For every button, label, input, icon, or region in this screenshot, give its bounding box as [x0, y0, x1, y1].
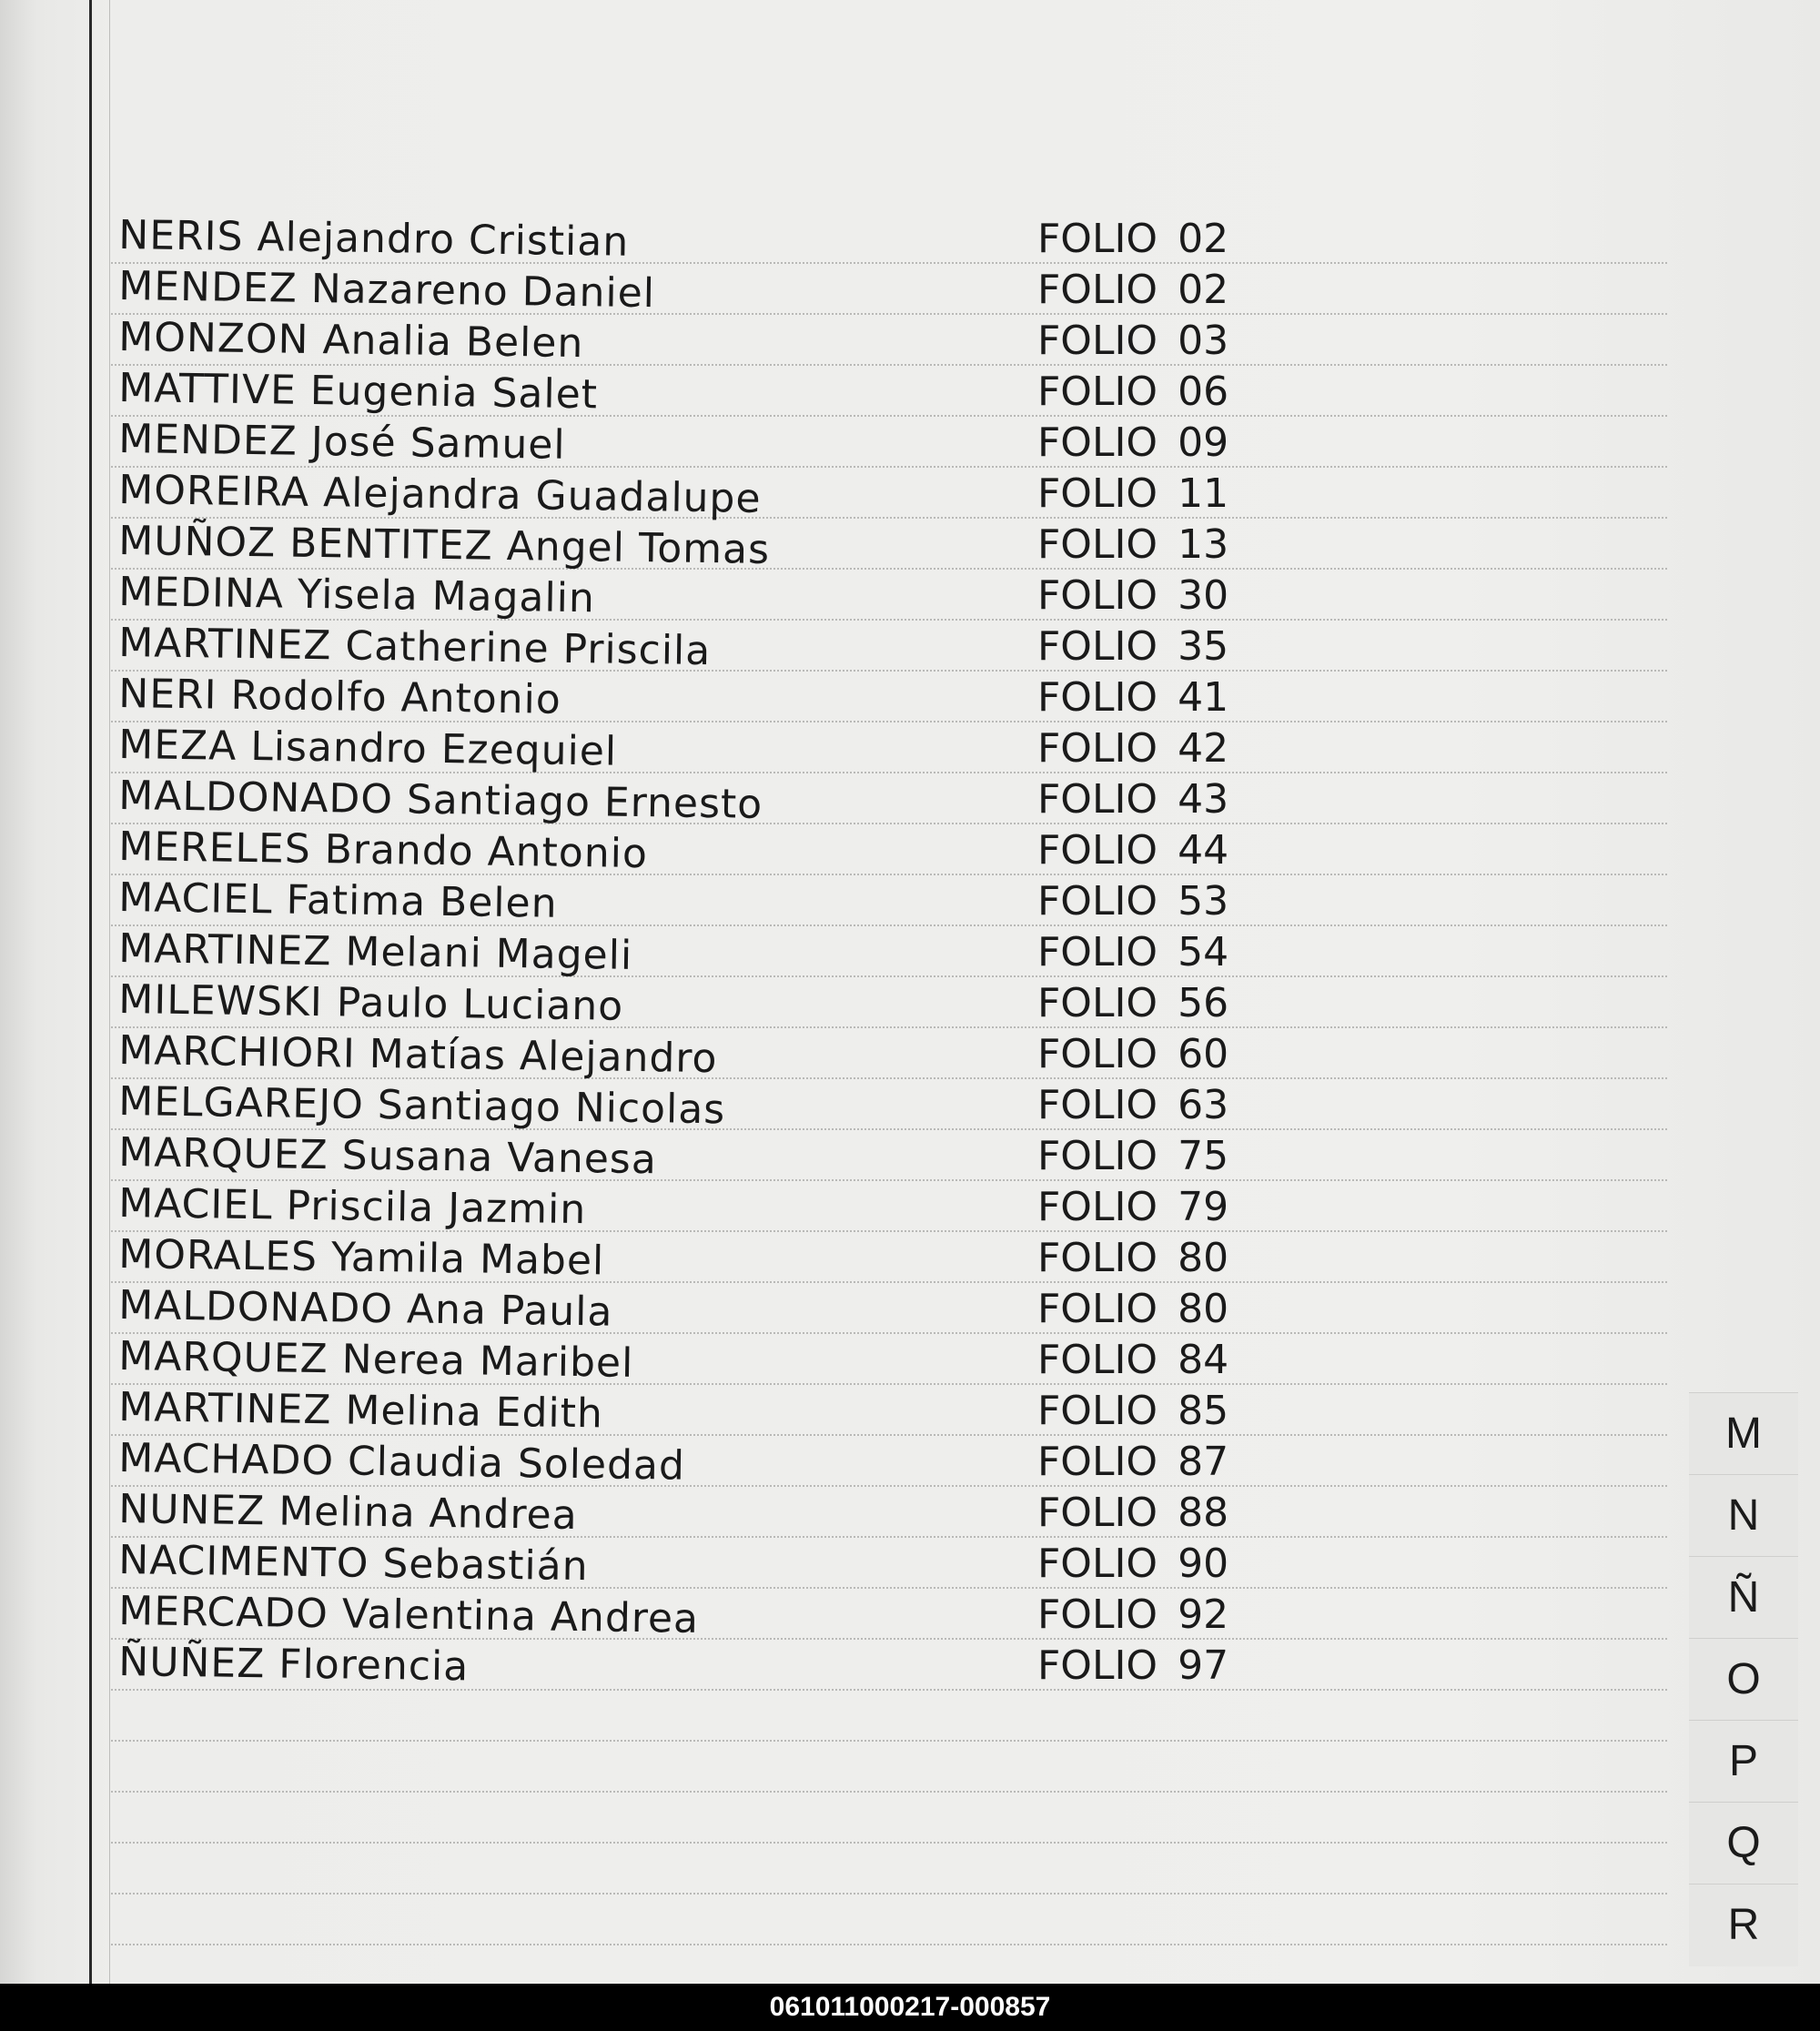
student-name: NERIS Alejandro Cristian [118, 212, 630, 266]
folio-number: 41 [1178, 674, 1229, 721]
folio-label: FOLIO [1037, 521, 1158, 568]
folio-ref [1037, 572, 1228, 619]
list-item [118, 1536, 1301, 1591]
folio-number: 30 [1178, 572, 1229, 619]
student-name: MARQUEZ Nerea Maribel [118, 1333, 634, 1387]
folio-number: 03 [1178, 318, 1229, 364]
folio-number: 85 [1178, 1388, 1229, 1434]
list-item [118, 670, 1301, 721]
folio-label: FOLIO [1037, 419, 1158, 466]
folio-number: 42 [1178, 725, 1229, 772]
list-item [118, 415, 1301, 469]
folio-number: 43 [1178, 776, 1229, 823]
list-item [118, 1230, 1301, 1285]
student-name: MERELES Brando Antonio [118, 824, 649, 878]
list-item [118, 1332, 1301, 1387]
student-name: MORALES Yamila Mabel [118, 1231, 605, 1285]
student-name: NUNEZ Melina Andrea [118, 1486, 579, 1540]
folio-ref [1037, 1031, 1228, 1077]
list-item [118, 1638, 1301, 1689]
folio-label: FOLIO [1037, 725, 1158, 772]
student-name: MELGAREJO Santiago Nicolas [118, 1078, 726, 1134]
folio-label: FOLIO [1037, 1439, 1158, 1485]
student-name: MARTINEZ Melina Edith [118, 1384, 604, 1438]
index-tab[interactable]: P [1689, 1720, 1798, 1803]
folio-ref [1037, 1235, 1228, 1281]
folio-label: FOLIO [1037, 470, 1158, 517]
folio-label: FOLIO [1037, 776, 1158, 823]
folio-ref [1037, 674, 1228, 721]
index-tab[interactable]: O [1689, 1638, 1798, 1721]
folio-number: 80 [1178, 1286, 1229, 1332]
folio-label: FOLIO [1037, 980, 1158, 1026]
folio-number: 44 [1178, 827, 1229, 874]
folio-number: 54 [1178, 929, 1229, 975]
list-item [118, 466, 1301, 522]
folio-number: 13 [1178, 521, 1229, 568]
student-name: MENDEZ Nazareno Daniel [118, 263, 656, 318]
folio-ref [1037, 470, 1228, 517]
folio-ref [1037, 878, 1228, 925]
folio-ref [1037, 216, 1228, 262]
list-item [118, 721, 1301, 775]
student-name: ÑUÑEZ Florencia [118, 1639, 470, 1691]
student-name: MACHADO Claudia Soledad [118, 1435, 686, 1490]
folio-ref [1037, 929, 1228, 975]
folio-ref [1037, 1082, 1228, 1128]
folio-ref [1037, 1642, 1228, 1689]
index-tab[interactable]: R [1689, 1884, 1798, 1966]
folio-label: FOLIO [1037, 1082, 1158, 1128]
folio-label: FOLIO [1037, 674, 1158, 721]
folio-ref [1037, 1133, 1228, 1179]
folio-number: 80 [1178, 1235, 1229, 1281]
folio-number: 97 [1178, 1642, 1229, 1689]
student-name: MARCHIORI Matías Alejandro [118, 1027, 718, 1083]
list-item [118, 262, 1301, 318]
folio-number: 09 [1178, 419, 1229, 466]
folio-ref [1037, 1541, 1228, 1587]
index-tab[interactable]: Ñ [1689, 1556, 1798, 1639]
student-name: MONZON Analia Belen [118, 314, 584, 368]
folio-ref [1037, 776, 1228, 823]
list-item [118, 1128, 1301, 1184]
folio-ref [1037, 267, 1228, 313]
folio-ref [1037, 419, 1228, 466]
student-name: MENDEZ José Samuel [118, 416, 566, 469]
folio-number: 87 [1178, 1439, 1229, 1485]
list-item [118, 772, 1301, 828]
student-name: MACIEL Fatima Belen [118, 874, 558, 927]
folio-label: FOLIO [1037, 1642, 1158, 1689]
folio-number: 88 [1178, 1490, 1229, 1536]
folio-ref [1037, 318, 1228, 364]
folio-label: FOLIO [1037, 1337, 1158, 1383]
alphabet-index-tabs [1689, 1392, 1798, 1984]
folio-label: FOLIO [1037, 929, 1158, 975]
list-item [118, 823, 1301, 878]
folio-label: FOLIO [1037, 1235, 1158, 1281]
folio-number: 79 [1178, 1184, 1229, 1230]
folio-number: 56 [1178, 980, 1229, 1026]
list-item [118, 517, 1301, 573]
student-name: MERCADO Valentina Andrea [118, 1588, 700, 1642]
student-name: MUÑOZ BENTITEZ Angel Tomas [118, 518, 771, 573]
folio-label: FOLIO [1037, 1388, 1158, 1434]
folio-ref [1037, 521, 1228, 568]
list-item [118, 925, 1301, 979]
folio-label: FOLIO [1037, 827, 1158, 874]
folio-ref [1037, 1388, 1228, 1434]
folio-label: FOLIO [1037, 572, 1158, 619]
folio-label: FOLIO [1037, 878, 1158, 925]
student-name: MARTINEZ Catherine Priscila [118, 620, 712, 675]
folio-number: 02 [1178, 267, 1229, 313]
folio-number: 11 [1178, 470, 1229, 517]
folio-number: 53 [1178, 878, 1229, 925]
folio-number: 35 [1178, 623, 1229, 670]
folio-number: 02 [1178, 216, 1229, 262]
student-name: MEZA Lisandro Ezequiel [118, 722, 618, 775]
index-tab[interactable]: Q [1689, 1802, 1798, 1884]
folio-ref [1037, 623, 1228, 670]
folio-ref [1037, 1286, 1228, 1332]
document-id-footer: 061011000217-000857 [0, 1984, 1820, 2031]
student-name: MOREIRA Alejandra Guadalupe [118, 467, 762, 522]
list-item [118, 313, 1301, 368]
list-item [118, 211, 1301, 266]
student-name: MALDONADO Ana Paula [118, 1282, 613, 1336]
folio-ref [1037, 980, 1228, 1026]
student-name: NERI Rodolfo Antonio [118, 671, 562, 723]
list-item [118, 1281, 1301, 1336]
list-item [118, 874, 1301, 925]
folio-number: 92 [1178, 1591, 1229, 1638]
folio-number: 63 [1178, 1082, 1229, 1128]
folio-ref [1037, 1337, 1228, 1383]
folio-ref [1037, 827, 1228, 874]
folio-ref [1037, 1184, 1228, 1230]
folio-number: 75 [1178, 1133, 1229, 1179]
list-item [118, 1026, 1301, 1083]
folio-label: FOLIO [1037, 1286, 1158, 1332]
folio-label: FOLIO [1037, 1133, 1158, 1179]
list-item [118, 364, 1301, 419]
folio-label: FOLIO [1037, 1031, 1158, 1077]
list-item [118, 1383, 1301, 1438]
folio-label: FOLIO [1037, 369, 1158, 415]
index-tab[interactable]: M [1689, 1392, 1798, 1475]
folio-label: FOLIO [1037, 1591, 1158, 1638]
folio-ref [1037, 369, 1228, 415]
folio-label: FOLIO [1037, 216, 1158, 262]
list-item [118, 619, 1301, 675]
student-name: NACIMENTO Sebastián [118, 1537, 589, 1591]
list-item [118, 1077, 1301, 1134]
folio-label: FOLIO [1037, 1184, 1158, 1230]
folio-label: FOLIO [1037, 267, 1158, 313]
student-name: MALDONADO Santiago Ernesto [118, 773, 763, 828]
index-tab[interactable]: N [1689, 1474, 1798, 1557]
folio-number: 06 [1178, 369, 1229, 415]
folio-number: 90 [1178, 1541, 1229, 1587]
folio-label: FOLIO [1037, 1490, 1158, 1536]
folio-label: FOLIO [1037, 623, 1158, 670]
student-name: MILEWSKI Paulo Luciano [118, 976, 624, 1030]
student-name: MEDINA Yisela Magalin [118, 569, 596, 622]
student-name: MARQUEZ Susana Vanesa [118, 1129, 658, 1184]
folio-ref [1037, 1591, 1228, 1638]
folio-number: 84 [1178, 1337, 1229, 1383]
list-item [118, 975, 1301, 1030]
list-item [118, 1179, 1301, 1234]
list-item [118, 568, 1301, 622]
folio-label: FOLIO [1037, 1541, 1158, 1587]
student-name: MATTIVE Eugenia Salet [118, 365, 599, 419]
list-item [118, 1587, 1301, 1642]
list-item [118, 1485, 1301, 1540]
student-name: MACIEL Priscila Jazmin [118, 1180, 587, 1234]
folio-ref [1037, 725, 1228, 772]
folio-label: FOLIO [1037, 318, 1158, 364]
folio-number: 60 [1178, 1031, 1229, 1077]
student-name: MARTINEZ Melani Mageli [118, 925, 633, 979]
folio-ref [1037, 1439, 1228, 1485]
list-item [118, 1434, 1301, 1490]
folio-ref [1037, 1490, 1228, 1536]
